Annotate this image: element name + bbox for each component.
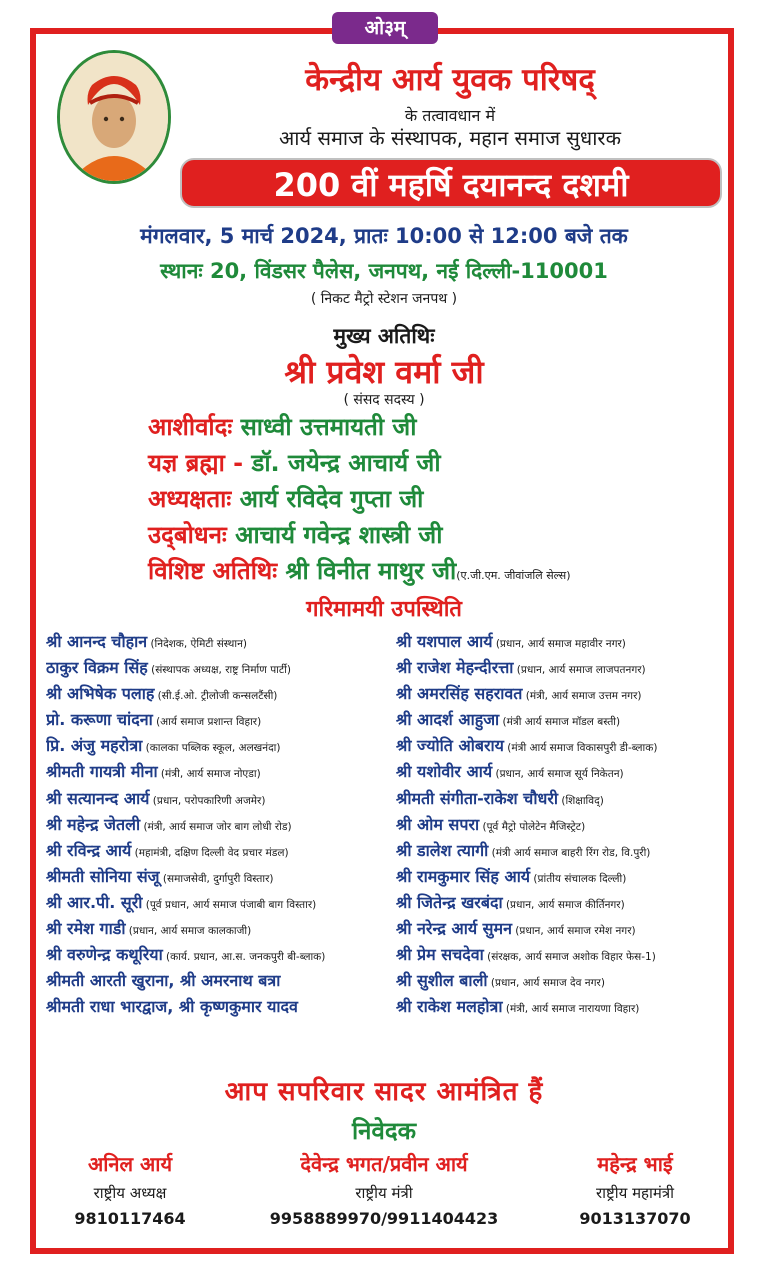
list-item [396,682,741,708]
signatory-2 [244,1150,524,1228]
guest-desc: (शिक्षाविद्) [558,794,604,807]
role-value: डॉ. जयेन्द्र आचार्य जी [251,449,441,477]
role-value: श्री विनीत माथुर जी [277,557,457,585]
guest-name: श्री प्रेम सचदेवा [396,945,484,965]
list-item [396,787,741,813]
list-item [46,734,396,760]
role-label: अध्यक्षताः [148,485,232,513]
list-item [396,760,741,786]
om-badge: ओ३म् [332,12,438,44]
list-item [396,708,741,734]
guest-desc: (मंत्री, आर्य समाज नोएडा) [157,768,261,781]
guest-desc: (प्रधान, आर्य समाज लाजपतनगर) [513,664,646,677]
guest-name: श्री ज्योति ओबराय [396,736,504,756]
guest-name: श्री आनन्द चौहान [46,632,148,651]
guest-desc: (प्रधान, आर्य समाज रमेश नगर) [511,925,636,938]
role-note: (ए.जी.एम. जीवांजलि सेल्स) [456,569,571,582]
list-item [396,995,741,1021]
list-item [396,813,741,839]
guest-name: श्री नरेन्द्र आर्य सुमन [396,919,512,939]
guest-name: श्रीमती राधा भारद्वाज, श्री कृष्णकुमार यादव [46,997,298,1017]
role-label: विशिष्ट अतिथिः [148,557,278,585]
guest-name: श्री आर.पी. सूरी [46,892,143,912]
guest-desc: (आर्य समाज प्रशान्त विहार) [152,716,262,729]
list-item [396,917,741,943]
list-item [396,969,741,995]
list-item [396,734,741,760]
role-special-guest [148,554,571,587]
list-item [396,839,741,865]
event-title-banner: 200 वीं महर्षि दयानन्द दशमी [180,158,722,208]
guest-name: श्री जितेन्द्र खरबंदा [396,892,503,912]
guest-desc: (प्रधान, आर्य समाज देव नगर) [487,977,605,990]
role-label: आशीर्वादः [148,413,233,441]
guest-name: श्री अभिषेक पलाह [46,684,155,704]
guest-desc: (प्रधान, आर्य समाज महावीर नगर) [492,638,626,650]
guest-name: श्रीमती सोनिया संजू [46,866,160,886]
guest-desc: (प्रधान, परोपकारिणी अजमेर) [149,794,266,807]
guest-name: श्री आदर्श आहुजा [396,710,500,730]
role-yajna-brahma [148,446,441,479]
guest-desc: (कार्य. प्रधान, आ.स. जनकपुरी बी-ब्लाक) [162,951,326,964]
guest-name: श्री रविन्द्र आर्य [46,840,132,860]
list-item [46,656,396,682]
signatory-name: अनिल आर्य [87,1152,173,1176]
role-blessing [148,410,416,443]
role-address [148,518,442,551]
guest-name: श्री अमरसिंह सहरावत [396,684,523,704]
role-presidency [148,482,423,515]
guest-desc: (पूर्व मैट्रो पोलेटेन मैजिस्ट्रेट) [479,820,586,833]
invitation-line: आप सपरिवार सादर आमंत्रित हैं [224,1077,544,1107]
signatory-3 [545,1150,725,1228]
guest-list-left [46,630,396,1021]
list-item [46,969,396,995]
guest-name: श्री यशपाल आर्य [396,632,493,651]
event-date-time: मंगलवार, 5 मार्च 2024, प्रातः 10:00 से 12:00 बजे तक [140,224,628,248]
guest-desc: (मंत्री आर्य समाज विकासपुरी डी-ब्लाक) [503,742,658,755]
signatory-post: राष्ट्रीय महामंत्री [595,1184,675,1202]
signatory-phone: 9810117464 [74,1209,186,1228]
list-item [46,995,396,1021]
list-item [46,682,396,708]
guest-name: श्री रमेश गाडी [46,919,126,939]
requester-heading: निवेदक [351,1117,417,1145]
guest-name: श्रीमती आरती खुराना, श्री अमरनाथ बत्रा [46,971,281,991]
guest-desc: (प्रधान, आर्य समाज कीर्तिनगर) [502,898,625,911]
guest-name: श्री ओम सपरा [396,814,480,834]
list-item [46,787,396,813]
guest-desc: (सी.ई.ओ. ट्रीलोजी कन्सलटैंसी) [154,690,278,703]
signatory-post: राष्ट्रीय मंत्री [355,1184,413,1202]
chief-guest-name: श्री प्रवेश वर्मा जी [284,353,484,391]
signatory-phone: 9013137070 [579,1209,691,1228]
guest-desc: (प्रांतीय संचालक दिल्ली) [530,872,627,885]
list-item [396,891,741,917]
chief-guest-label: मुख्य अतिथिः [333,324,435,348]
guest-name: श्री सुशील बाली [396,971,488,991]
list-item [46,760,396,786]
guest-name: श्रीमती गायत्री मीना [46,762,158,782]
guest-list-right [396,630,741,1021]
list-item [46,865,396,891]
list-item [46,891,396,917]
guest-desc: (मंत्री, आर्य समाज नारायणा विहार) [502,1003,640,1016]
signatory-name: देवेन्द्र भगत/प्रवीन आर्य [300,1152,468,1176]
guest-desc: (निदेशक, ऐमिटी संस्थान) [147,638,248,650]
auspices-text: के तत्वावधान में [404,106,496,125]
presence-heading: गरिमामयी उपस्थिति [306,597,462,622]
guest-desc: (मंत्री, आर्य समाज जोर बाग लोधी रोड) [140,820,292,833]
guest-name: श्री राजेश मेहन्दीरत्ता [396,658,514,678]
guest-desc: (समाजसेवी, दुर्गापुरी विस्तार) [159,872,274,885]
role-label: उद्‌बोधनः [148,521,227,549]
role-label: यज्ञ ब्रह्मा - [148,449,252,477]
guest-name: श्री सत्यानन्द आर्य [46,788,150,808]
guest-name: प्रि. अंजु महरोत्रा [46,736,143,756]
guest-desc: (महामंत्री, दक्षिण दिल्ली वेद प्रचार मंडल) [131,846,289,859]
guest-name: श्रीमती संगीता-राकेश चौधरी [396,788,559,808]
signatory-1 [40,1150,220,1228]
guest-name: ठाकुर विक्रम सिंह [46,658,148,678]
chief-guest-role: ( संसद सदस्य ) [343,392,425,408]
portrait-image [57,50,171,184]
signatory-phone: 9958889970/9911404423 [269,1209,499,1228]
list-item [396,943,741,969]
guest-name: श्री महेन्द्र जेतली [46,814,141,834]
list-item [396,630,741,656]
guest-desc: (मंत्री, आर्य समाज उत्तम नगर) [522,690,642,703]
guest-name: श्री रामकुमार सिंह आर्य [396,866,531,886]
event-venue: स्थानः 20, विंडसर पैलेस, जनपथ, नई दिल्ली-110001 [160,259,608,283]
guest-desc: (कालका पब्लिक स्कूल, अलखनंदा) [142,742,281,755]
guest-desc: (प्रधान, आर्य समाज कालकाजी) [125,925,252,938]
founder-tagline: आर्य समाज के संस्थापक, महान समाज सुधारक [279,126,621,150]
list-item [46,708,396,734]
guest-name: श्री यशोवीर आर्य [396,762,493,782]
guest-name: प्रो. करूणा चांदना [46,710,153,730]
guest-desc: (मंत्री आर्य समाज मॉडल बस्ती) [499,716,621,729]
role-value: आचार्य गवेन्द्र शास्त्री जी [226,521,443,549]
guest-name: श्री वरुणेन्द्र कथूरिया [46,945,163,965]
guest-name: श्री डालेश त्यागी [396,840,489,860]
signatory-name: महेन्द्र भाई [597,1152,673,1176]
list-item [46,630,396,656]
role-value: साध्वी उत्तमायती जी [232,413,417,441]
organization-title: केन्द्रीय आर्य युवक परिषद् [305,62,595,98]
guest-desc: (संस्थापक अध्यक्ष, राष्ट्र निर्माण पार्टी) [147,664,291,677]
guest-desc: (संरक्षक, आर्य समाज अशोक विहार फेस-1) [483,951,656,964]
guest-desc: (मंत्री आर्य समाज बाहरी रिंग रोड, वि.पुरी) [488,846,651,859]
guest-name: श्री राकेश मलहोत्रा [396,997,503,1017]
list-item [396,656,741,682]
guest-desc: (प्रधान, आर्य समाज सूर्य निकेतन) [492,768,624,781]
list-item [46,917,396,943]
list-item [46,943,396,969]
role-value: आर्य रविदेव गुप्ता जी [231,485,424,513]
list-item [46,813,396,839]
list-item [396,865,741,891]
venue-landmark: ( निकट मैट्रो स्टेशन जनपथ ) [310,291,458,307]
signatory-post: राष्ट्रीय अध्यक्ष [93,1184,167,1202]
list-item [46,839,396,865]
guest-desc: (पूर्व प्रधान, आर्य समाज पंजाबी बाग विस्तार) [142,898,317,911]
